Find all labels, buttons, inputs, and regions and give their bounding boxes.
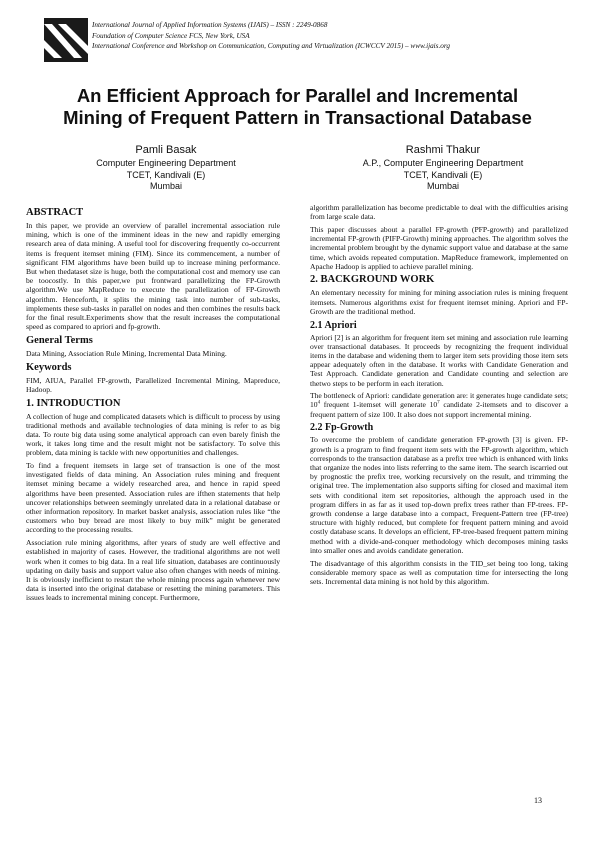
- author-block-1: [46, 143, 286, 193]
- journal-logo-icon: [44, 18, 88, 62]
- left-column: [26, 205, 280, 606]
- intro-paragraph-1: A collection of huge and complicated datasets which is difficult to process by using traditional methods and available technologies of data mining is refer to as big data. To route big data using some analytical approach can even barely finish the work, it takes long time and the result might not be satisfactory. To solve this problem, data mining is tackle with new opportunities and challenges.: [26, 411, 280, 458]
- title-line-2: Mining of Frequent Pattern in Transactional Database: [63, 107, 532, 128]
- journal-info: [92, 20, 450, 52]
- apriori-text: Apriori [2] is an algorithm for frequent item set mining and association rule learning over transactional databases. It proceeds by recognizing the frequent individual items in the database and widening them to larger item sets providing those item sets appear adequately often in the database. It works with Candidate Generation and Test Approach. Candidate generation and Candidate counting and selection are thetwo steps to be perform in each iteration.: [310, 332, 568, 388]
- fp-growth-heading: 2.2 Fp-Growth: [310, 422, 374, 434]
- author-inst: TCET, Kandivali (E): [126, 169, 206, 180]
- paper-title: [30, 85, 565, 129]
- background-heading: 2. BACKGROUND WORK: [310, 274, 435, 286]
- intro-paragraph-3: Association rule mining algorithms, after years of study are well effective and established in majority of cases. However, the traditional algorithms are not well work when it comes to big data. In a real life situation, databases are continuously updating on daily basis and support value also often changes with needs of mining. It is obviously inefficient to restart the whole mining process again whenever new data is inserted into the original database or resetting the mining parameters. This issues leads to incremental mining concept. Furthermore,: [26, 538, 280, 603]
- keywords-heading: Keywords: [26, 361, 72, 373]
- author-inst: TCET, Kandivali (E): [403, 169, 483, 180]
- general-terms-heading: General Terms: [26, 334, 93, 346]
- superscript-4: 4: [317, 400, 321, 406]
- keywords-text: FIM, AIUA, Parallel FP-growth, Parallelized Incremental Mining, Mapreduce, Hadoop.: [26, 375, 280, 394]
- discussion-paragraph: This paper discusses about a parallel FP-growth (PFP-growth) and parallelized incremental FP-growth (PIFP-Growth) mining approaches. The algorithm solves the incremental problem brought by the dynamic support value and database at the same time, which avoids repeated computation. MapReduce framework, implemented on Apache Hadoop is applied to achieve parallel mining.: [310, 224, 568, 271]
- fp-growth-text: To overcome the problem of candidate generation FP-growth [3] is given. FP-growth is a program to find frequent item sets with the FP-growth algorithm, which corresponds to the transaction database as a prefix tree which is enhanced with links that organize the nodes into lists referring to the same item. The search iscarried out by prognostic the prefix tree, working recursively on the result, and trimming the original tree. The implementation also supports sifting for closed and maximal item sets with conditional item set repositories, although the approach used in the program differs in as far as it used top-down prefix trees rather than FP-trees. FP-growth condense a large database into a compact, Frequent-Pattern tree (FP-tree) structure with highly reduced, but complete for frequent pattern mining and avoid costly database scans. It develops an efficient, FP-tree-based frequent pattern mining method with a divide-and-conquer methodology which decomposes mining tasks into smaller ones and avoids candidate generation.: [310, 435, 568, 555]
- intro-continuation: algorithm parallelization has become predictable to deal with the difficulties arising from large scale data.: [310, 203, 568, 222]
- page-number: 13: [534, 796, 542, 805]
- journal-line: International Journal of Applied Information Systems (IJAIS) – ISSN : 2249-0868: [92, 21, 328, 29]
- author-dept: A.P., Computer Engineering Department: [362, 158, 524, 168]
- intro-paragraph-2: To find a frequent itemsets in large set of transaction is one of the most investigated fields of data mining. An Association rules mining and frequent itemset mining became a widely researched area, and hence in rapid speed algorithms have been presented. Association rules are ifthen statements that help uncover relationships between seemingly unrelated data in a relational database or other information repository. In market basket analysis, association rules like “the customers who buy bread are most likely to buy milk” might be generated according to the processing results.: [26, 461, 280, 535]
- bottleneck-part-c: candidate 2-itemsets and to discover a frequent pattern of size 100. It also does not support incremental mining.: [310, 400, 568, 419]
- author-city: Mumbai: [149, 181, 182, 192]
- author-city: Mumbai: [426, 181, 459, 192]
- abstract-heading: ABSTRACT: [26, 207, 84, 218]
- author-dept: Computer Engineering Department: [96, 158, 236, 168]
- author-name: Pamli Basak: [135, 144, 197, 156]
- page-header: [44, 16, 564, 78]
- fp-growth-disadvantage: The disadvantage of this algorithm consists in the TID_set being too long, taking considerable memory space as well as computation time for intersecting the long sets. Incremental data mining is not hold by this algorithm.: [310, 558, 568, 586]
- apriori-bottleneck: [310, 391, 568, 419]
- background-text: An elementary necessity for mining for mining association rules is mining frequent itemsets. Numerous algorithms exist for frequent itemset mining. Apriori and FP-Growth are the traditional method.: [310, 288, 568, 316]
- introduction-heading: 1. INTRODUCTION: [26, 397, 121, 409]
- foundation-line: Foundation of Computer Science FCS, New York, USA: [92, 31, 250, 40]
- title-line-1: An Efficient Approach for Parallel and Incremental: [76, 85, 519, 106]
- bottleneck-part-b: frequent 1-itemset will generate 10: [320, 400, 438, 410]
- bottleneck-part-a: The bottleneck of Apriori: candidate generation are: it generates huge candidate sets; 10: [310, 391, 568, 410]
- superscript-7: 7: [437, 400, 440, 406]
- author-name: Rashmi Thakur: [405, 144, 481, 156]
- abstract-text: In this paper, we provide an overview of parallel incremental association rule mining, which is one of the imminent ideas in the new and rapidly emerging research area of data mining. A useful tool for discovering frequently co-occurrent items is frequent itemset mining (FIM). Since its commencement, a number of significant FIM algorithms have been build up to increase mining performance. But when thedataset size is huge, both the computational cost and memory use can be toocostly. In this paper,we put frontward parallelizing the FP-Growth algorithm.We use MapReduce to execute the parallelization of FP-Growth algorithm. Henceforth, it splits the mining task into number of sub-tasks, implements these sub-tasks in parallel on nodes and then combines the results back for the final result.Experiments show that the result increases the computational speed as compared to apriori and fp-growth.: [26, 221, 280, 332]
- general-terms-text: Data Mining, Association Rule Mining, Incremental Data Mining.: [26, 348, 227, 358]
- author-block-2: [323, 143, 563, 193]
- apriori-heading: 2.1 Apriori: [310, 319, 357, 331]
- conference-line: International Conference and Workshop on Communication, Computing and Virtualization (ICWCCV 2015) – www.ijais.org: [92, 42, 450, 51]
- right-column: [310, 203, 568, 590]
